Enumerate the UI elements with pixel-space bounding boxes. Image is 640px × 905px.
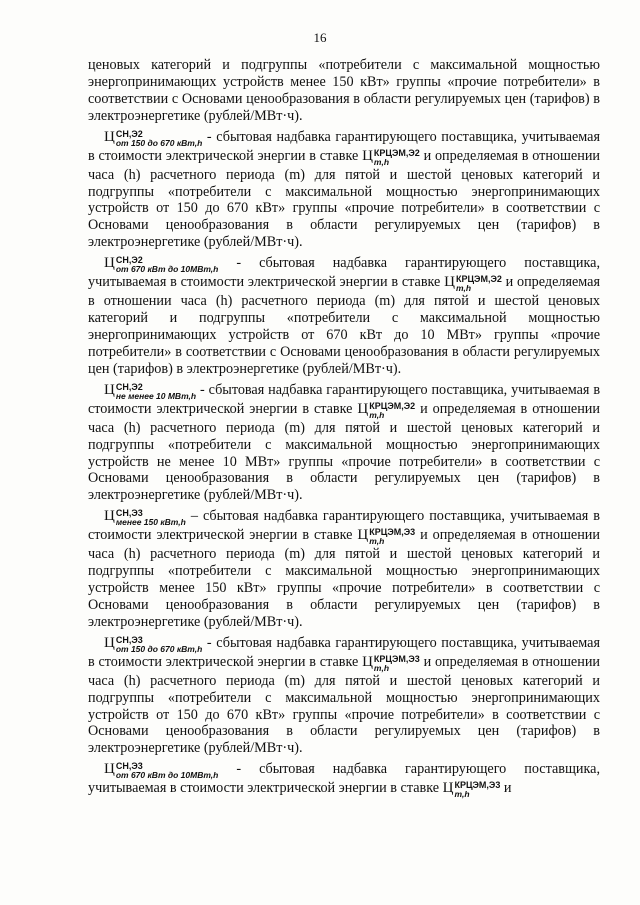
- definition-dash: -: [206, 128, 212, 145]
- document-body: [88, 57, 600, 799]
- and-word: и: [503, 780, 512, 797]
- rate-subscript: m,h: [373, 662, 390, 673]
- symbol-subscript: от 670 кВт до 10МВт,h: [115, 770, 219, 781]
- definition-lead: сбытовая надбавка гарантирующего поставщика, учитываемая в стоимости электрической энергии в ставке: [88, 634, 601, 670]
- rate-subscript: m,h: [369, 536, 385, 547]
- rate-subscript: m,h: [369, 409, 385, 420]
- definition-lead: сбытовая надбавка гарантирующего поставщика, учитываемая в стоимости электрической энергии в ставке: [88, 381, 601, 417]
- rate-index: [454, 781, 500, 799]
- symbol-subscript: от 150 до 670 кВт,h: [115, 137, 203, 148]
- tariff-symbol: Ц: [104, 255, 115, 272]
- symbol-superscript: СН,Э2: [115, 381, 143, 392]
- definition-paragraph: [88, 635, 600, 758]
- tariff-symbol: Ц: [104, 634, 115, 651]
- definition-dash: -: [199, 381, 205, 398]
- symbol-index: [116, 636, 202, 654]
- symbol-index: [116, 509, 186, 527]
- definition-dash: –: [190, 508, 198, 525]
- definition-body: определяемая в отношении часа (h) расчетного периода (m) для пятой и шестой ценовых категорий и подгруппы «потребители с максимальной мощностью энергопринимающих устройств от 150 до 670 кВт» группы «прочие потребители» в соответствии с Основами ценообразования в области регулируемых цен (тарифов) в электроэнергетике (рублей/МВт·ч).: [88, 147, 601, 251]
- definition-dash: -: [236, 761, 242, 778]
- definition-body: определяемая в отношении часа (h) расчетного периода (m) для пятой и шестой ценовых категорий и подгруппы «потребители с максимальной мощностью энергопринимающих устройств от 150 до 670 кВт» группы «прочие потребители» в соответствии с Основами ценообразования в области регулируемых цен (тарифов) в электроэнергетике (рублей/МВт·ч).: [88, 653, 601, 757]
- rate-subscript: m,h: [454, 789, 470, 800]
- rate-index: [369, 402, 415, 420]
- symbol-index: [116, 762, 219, 780]
- symbol-superscript: СН,Э3: [115, 508, 143, 519]
- definition-dash: -: [236, 255, 242, 272]
- rate-superscript: КРЦЭМ,Э2: [373, 147, 420, 158]
- rate-index: [374, 149, 420, 167]
- and-word: и: [423, 653, 432, 670]
- symbol-index: [116, 383, 196, 401]
- definition-lead: сбытовая надбавка гарантирующего поставщика, учитываемая в стоимости электрической энергии в ставке: [88, 255, 600, 291]
- definition-lead: сбытовая надбавка гарантирующего поставщика, учитываемая в стоимости электрической энергии в ставке: [88, 128, 601, 164]
- definition-body: определяемая в отношении часа (h) расчетного периода (m) для пятой и шестой ценовых категорий и подгруппы «потребители с максимальной мощностью энергопринимающих устройств не менее 10 МВт» группы «прочие потребители» в соответствии с Основами ценообразования в области регулируемых цен (тарифов) в электроэнергетике (рублей/МВт·ч).: [88, 400, 600, 504]
- symbol-superscript: СН,Э3: [115, 761, 143, 772]
- definition-paragraph: [88, 129, 600, 252]
- symbol-subscript: не менее 10 МВт,h: [115, 390, 197, 401]
- rate-superscript: КРЦЭМ,Э3: [373, 653, 420, 664]
- definition-lead: сбытовая надбавка гарантирующего поставщика, учитываемая в стоимости электрической энергии в ставке: [88, 761, 600, 797]
- symbol-superscript: СН,Э2: [115, 255, 143, 266]
- rate-symbol: Ц: [362, 653, 373, 670]
- page-number: 16: [313, 30, 327, 45]
- and-word: и: [420, 400, 428, 417]
- rate-superscript: КРЦЭМ,Э2: [455, 274, 502, 285]
- symbol-superscript: СН,Э2: [115, 128, 143, 139]
- rate-symbol: Ц: [442, 780, 454, 797]
- tariff-symbol: Ц: [104, 381, 115, 398]
- tariff-symbol: Ц: [104, 761, 115, 778]
- symbol-superscript: СН,Э3: [115, 634, 143, 645]
- rate-superscript: КРЦЭМ,Э3: [454, 780, 501, 791]
- symbol-index: [116, 130, 202, 148]
- symbol-subscript: менее 150 кВт,h: [115, 517, 186, 528]
- rate-subscript: m,h: [373, 156, 390, 167]
- and-word: и: [505, 274, 514, 291]
- definition-paragraph: [88, 255, 600, 378]
- rate-index: [374, 655, 420, 673]
- rate-symbol: Ц: [357, 400, 369, 417]
- definition-paragraph: [88, 508, 600, 631]
- rate-symbol: Ц: [357, 527, 369, 544]
- definition-paragraph: [88, 382, 600, 505]
- definition-body: определяемая в отношении часа (h) расчетного периода (m) для пятой и шестой ценовых категорий и подгруппы «потребители с максимальной мощностью энергопринимающих устройств от 670 кВт до 10 МВт» группы «прочие потребители» в соответствии с Основами ценообразования в области регулируемых цен (тарифов) в электроэнергетике (рублей/МВт·ч).: [88, 274, 600, 377]
- symbol-subscript: от 670 кВт до 10МВт,h: [115, 264, 219, 275]
- rate-index: [369, 528, 415, 546]
- symbol-index: [116, 256, 219, 274]
- rate-subscript: m,h: [455, 283, 472, 294]
- definition-dash: -: [206, 634, 212, 651]
- rate-symbol: Ц: [362, 147, 373, 164]
- rate-symbol: Ц: [444, 274, 455, 291]
- definition-list: [88, 129, 600, 800]
- tariff-symbol: Ц: [104, 508, 115, 525]
- tariff-symbol: Ц: [104, 128, 115, 145]
- and-word: и: [423, 147, 432, 164]
- symbol-subscript: от 150 до 670 кВт,h: [115, 643, 203, 654]
- definition-paragraph: [88, 761, 600, 799]
- rate-index: [456, 275, 502, 293]
- and-word: и: [420, 527, 428, 544]
- rate-superscript: КРЦЭМ,Э3: [369, 527, 416, 538]
- intro-paragraph: ценовых категорий и подгруппы «потребители с максимальной мощностью энергопринимающих устройств менее 150 кВт» группы «прочие потребители» в соответствии с Основами ценообразования в области регулируемых цен (тарифов) в электроэнергетике (рублей/МВт·ч).: [88, 57, 600, 124]
- definition-lead: сбытовая надбавка гарантирующего поставщика, учитываемая в стоимости электрической энергии в ставке: [88, 508, 601, 544]
- rate-superscript: КРЦЭМ,Э2: [369, 400, 416, 411]
- definition-body: определяемая в отношении часа (h) расчетного периода (m) для пятой и шестой ценовых категорий и подгруппы «потребители с максимальной мощностью энергопринимающих устройств менее 150 кВт» группы «прочие потребители» в соответствии с Основами ценообразования в области регулируемых цен (тарифов) в электроэнергетике (рублей/МВт·ч).: [88, 527, 600, 630]
